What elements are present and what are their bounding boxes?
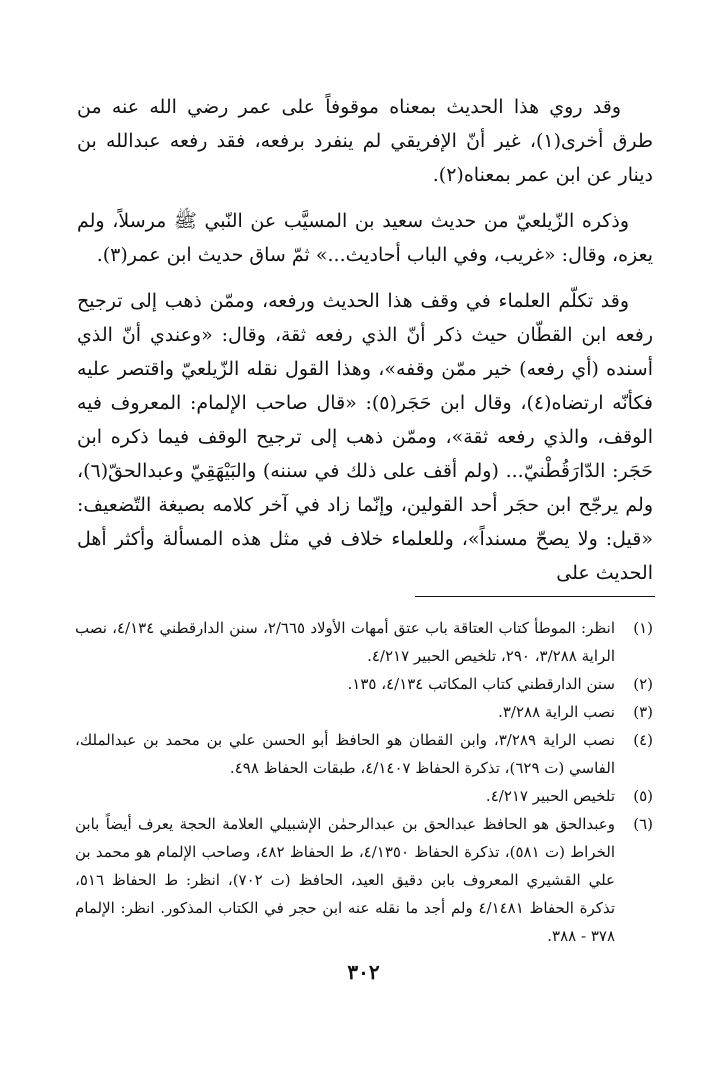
footnote-text: نصب الراية ٣/٢٨٨. bbox=[498, 703, 615, 721]
paragraph-2: وذكره الزّيلعيّ من حديث سعيد بن المسيَّب عن النّبي ﷺ مرسلاً، ولم يعزه، وقال: «غريب، وفي الباب أحاديث...» ثمّ ساق حديث ابن عمر(٣). bbox=[77, 210, 653, 266]
footnote-text: نصب الراية ٣/٢٨٩، وابن القطان هو الحافظ أبو الحسن علي بن محمد بن عبدالملك، الفاسي (ت ٦٢٩)، تذكرة الحفاظ ٤/١٤٠٧، طبقات الحفاظ ٤٩٨. bbox=[75, 731, 615, 777]
paragraph-1: وقد روي هذا الحديث بمعناه موقوفاً على عمر رضي الله عنه من طرق أخرى(١)، غير أنّ الإفريقي لم ينفرد برفعه، فقد رفعه عبدالله بن دينار عن ابن عمر بمعناه(٢). bbox=[77, 96, 653, 186]
footnote-number: (٥) bbox=[633, 787, 653, 805]
footnotes bbox=[75, 614, 653, 950]
main-text bbox=[77, 90, 653, 602]
footnote-text: انظر: الموطأ كتاب العتاقة باب عتق أمهات الأولاد ٢/٦٦٥، سنن الدارقطني ٤/١٣٤، نصب الراية ٣/٢٨٨، ٢٩٠، تلخيص الحبير ٤/٢١٧. bbox=[75, 619, 615, 665]
footnote-3 bbox=[75, 698, 653, 726]
footnote-text: تلخيص الحبير ٤/٢١٧. bbox=[485, 787, 615, 805]
footnote-1 bbox=[75, 614, 653, 670]
footnote-text: سنن الدارقطني كتاب المكاتب ٤/١٣٤، ١٣٥. bbox=[347, 675, 615, 693]
footnote-2 bbox=[75, 670, 653, 698]
footnote-5 bbox=[75, 782, 653, 810]
footnote-separator bbox=[415, 596, 655, 597]
footnote-4 bbox=[75, 726, 653, 782]
footnote-number: (٦) bbox=[633, 815, 653, 833]
footnote-number: (٤) bbox=[633, 731, 653, 749]
footnote-6 bbox=[75, 810, 653, 950]
footnote-text: وعبدالحق هو الحافظ عبدالحق بن عبدالرحمٰن الإشبيلي العلامة الحجة يعرف أيضاً بابن الخراط (ت ٥٨١)، تذكرة الحفاظ ٤/١٣٥٠، ط الحفاظ ٤٨٢، وصاحب الإلمام هو محمد بن علي القشيري المعروف بابن دقيق العيد، الحافظ (ت ٧٠٢)، انظر: ط الحفاظ ٥١٦، تذكرة الحفاظ ٤/١٤٨١ ولم أجد ما نقله عنه ابن حجر في الكتاب المذكور. انظر: الإلمام ٣٧٨ - ٣٨٨. bbox=[75, 815, 615, 945]
footnote-number: (٢) bbox=[633, 675, 653, 693]
page-number: ٣٠٢ bbox=[347, 960, 380, 984]
footnote-number: (١) bbox=[633, 619, 653, 637]
paragraph-3: وقد تكلّم العلماء في وقف هذا الحديث ورفعه، وممّن ذهب إلى ترجيح رفعه ابن القطّان حيث ذكر أنّ الذي رفعه ثقة، وقال: «وعندي أنّ الذي أسنده (أي رفعه) خير ممّن وقفه»، وهذا القول نقله الزّيلعيّ واقتصر عليه فكأنّه ارتضاه(٤)، وقال ابن حَجَر(٥): «قال صاحب الإلمام: المعروف فيه الوقف، والذي رفعه ثقة»، وممّن ذهب إلى ترجيح الوقف فيما ذكره ابن حَجَر: الدّارَقُطْنيّ... (ولم أقف على ذلك في سننه) والبَيْهَقِيّ وعبدالحقّ(٦)، ولم يرجّح ابن حجَر أحد القولين، وإنّما زاد في آخر كلامه بصيغة التّضعيف: «قيل: ولا يصحّ مسنداً»، وللعلماء خلاف في مثل هذه المسألة وأكثر أهل الحديث على bbox=[77, 290, 654, 584]
footnote-number: (٣) bbox=[633, 703, 653, 721]
